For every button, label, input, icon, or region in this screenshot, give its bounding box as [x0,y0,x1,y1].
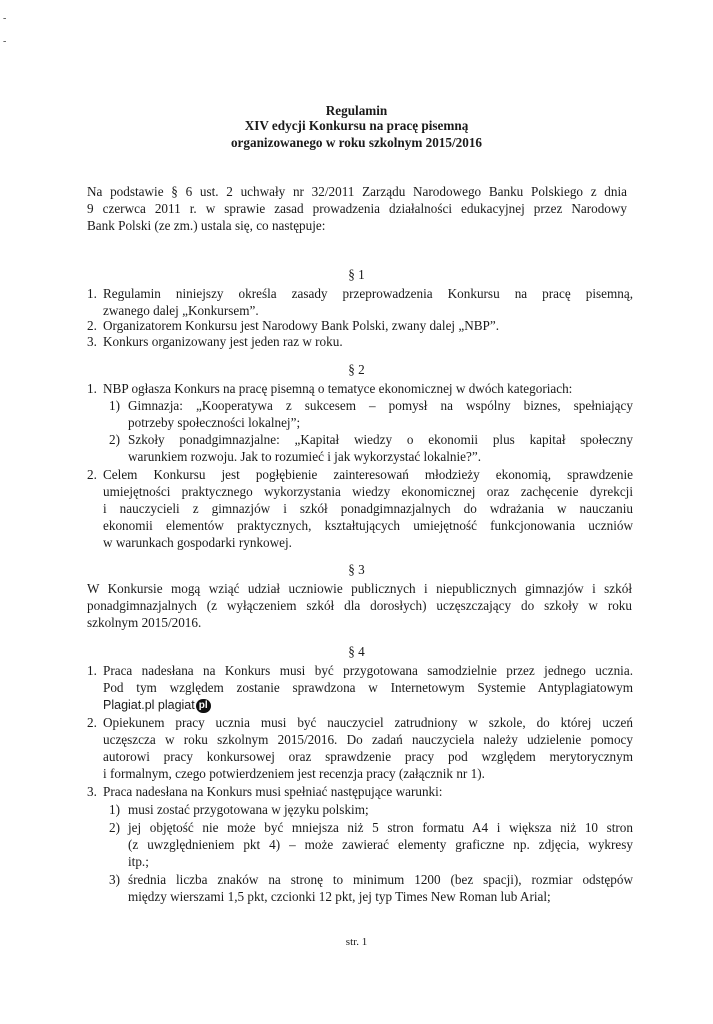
section-heading: § 3 [348,562,365,577]
section-paragraph: W Konkursie mogą wziąć udział uczniowie publicznych i niepublicznych gimnazjów i szkół ponadgimnazjalnych (z wyłączeniem szkół dla dorosłych) uczęszczający do szkoły w roku szkolnym 2015/2016. [87,581,632,630]
scan-mark: ‐ [3,36,7,47]
scan-mark: ‐ [3,13,7,24]
section-heading: § 2 [348,362,365,377]
doc-title: Regulamin [325,103,388,118]
section-heading: § 4 [348,644,365,659]
document-page: ‐ ‐ Regulamin XIV edycji Konkursu na pracę pisemną organizowanego w roku szkolnym 2015/2016 Na podstawie § 6 ust. 2 uchwały nr 32/2011 Zarządu Narodowego Banku Polskiego z dnia 9 czerwca 2011 r. w sprawie zasad prowadzenia działalności edukacyjnej przez Narodowy Bank Polski (ze zm.) ustala się, co następuje: § 1 1. Regulamin niniejszy określa zasady przeprowadzenia Konkursu na pracę pisemną, zwanego dalej „Konkursem”. 2. Organizatorem Konkursu jest Narodowy Bank Polski, zwany dalej „NBP”. 3. Konkurs organizowany jest jeden raz w roku. § 2 1. NBP ogłasza Konkurs na pracę pisemną o tematyce ekonomicznej w dwóch kategoriach: 1) Gimnazja: „Kooperatywa z sukcesem – pomysł na wspólny biznes, spełniający potrzeby społeczności lokalnej”; 2) Szkoły ponadgimnazjalne: „Kapitał wiedzy o ekonomii plus kapitał społeczny warunkiem rozwoju. Jak to rozumieć i jak wykorzystać lokalnie?”. 2. Celem Konkursu jest pogłębienie zainteresowań młodzieży ekonomią, sprawdzenie umiejętności praktycznego wykorzystania wiedzy ekonomicznej oraz zachęcenie dyrekcji i nauczycieli z gimnazjów i szkół ponadgimnazjalnych do wdrażania w nauczaniu ekonomii elementów praktycznych, kształtujących umiejętność funkcjonowania uczniów w warunkach gospodarki rynkowej. § 3 W Konkursie mogą wziąć udział uczniowie publicznych i niepublicznych gimnazjów i szkół ponadgimnazjalnych (z wyłączeniem szkół dla dorosłych) uczęszczający do szkoły w roku szkolnym 2015/2016. § 4 1. Praca nadesłana na Konkurs musi być przygotowana samodzielnie przez jednego ucznia. Pod tym względem zostanie sprawdzona w Internetowym Systemie Antyplagiatowym Plagiat.pl plagiat pl 2. Opiekunem pracy ucznia musi być nauczyciel zatrudniony w szkole, do której uczeń uczęszcza w roku szkolnym 2015/2016. Do zadań nauczyciela należy udzielenie pomocy autorowi pracy konkursowej oraz sprawdzenie pracy pod względem merytorycznym i formalnym, czego potwierdzeniem jest recenzja pracy (załącznik nr 1). 3. Praca nadesłana na Konkurs musi spełniać następujące warunki: 1) musi zostać przygotowana w języku polskim; 2) jej objętość nie może być mniejsza niż 5 stron formatu A4 i większa niż 10 stron (z uwzględnieniem pkt 4) – może zawierać elementy graficzne np. zdjęcia, wykresy itp.; 3) średnia liczba znaków na stronę to minimum 1200 (bez spacji), rozmiar odstępów między wierszami 1,5 pkt, czcionki 12 pkt, jej typ Times New Roman lub Arial; str. 1 [0,0,713,1024]
doc-subtitle-2: organizowanego w roku szkolnym 2015/2016 [230,135,483,150]
doc-subtitle-1: XIV edycji Konkursu na pracę pisemną [244,118,469,133]
page-number: str. 1 [345,936,368,948]
intro-paragraph: Na podstawie § 6 ust. 2 uchwały nr 32/2011 Zarządu Narodowego Banku Polskiego z dnia 9 czerwca 2011 r. w sprawie zasad prowadzenia działalności edukacyjnej przez Narodowy Bank Polski (ze zm.) ustala się, co następuje: [87,184,627,233]
plagiat-text: Plagiat.pl plagiat [103,698,195,712]
section-heading: § 1 [348,267,365,282]
plagiat-logo-icon: pl [196,699,211,713]
